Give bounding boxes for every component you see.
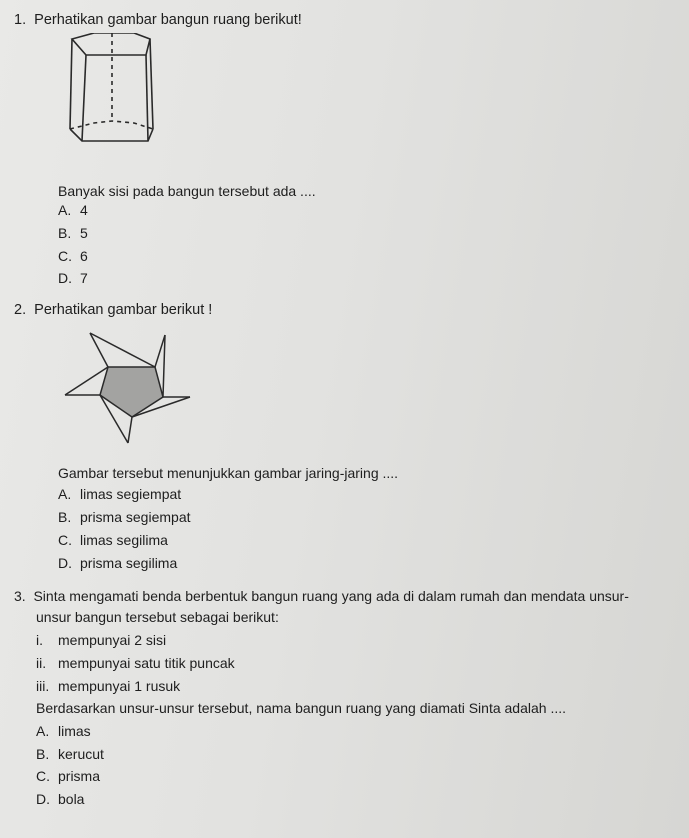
question-3-option-b[interactable]: B. kerucut: [36, 746, 104, 762]
question-3-item-iii: iii. mempunyai 1 rusuk: [36, 678, 181, 694]
question-3-option-d[interactable]: D. bola: [36, 791, 85, 807]
question-1-text: Banyak sisi pada bangun tersebut ada ....: [58, 183, 316, 199]
question-1-option-a[interactable]: A. 4: [58, 202, 88, 218]
question-1-option-b[interactable]: B. 5: [58, 225, 88, 241]
question-2-text: Gambar tersebut menunjukkan gambar jaring-jaring ....: [58, 465, 399, 481]
question-1-option-d[interactable]: D. 7: [58, 270, 88, 286]
question-2-title-text: Perhatikan gambar berikut !: [34, 302, 213, 318]
question-3-text: Berdasarkan unsur-unsur tersebut, nama bangun ruang yang diamati Sinta adalah ....: [36, 700, 566, 716]
question-3-title-line-1: Sinta mengamati benda berbentuk bangun ruang yang ada di dalam rumah dan mendata unsur-: [33, 588, 629, 604]
question-1-option-c[interactable]: C. 6: [58, 248, 88, 264]
question-3-title-line-2: unsur bangun tersebut sebagai berikut:: [36, 609, 279, 625]
question-2-option-c[interactable]: C. limas segilima: [58, 532, 168, 548]
question-2-option-b[interactable]: B. prisma segiempat: [58, 509, 191, 525]
hexagonal-prism-figure: [68, 33, 158, 165]
question-1-title-text: Perhatikan gambar bangun ruang berikut!: [34, 12, 302, 28]
question-2-number: 2.: [14, 302, 27, 318]
question-1-title: [14, 12, 302, 28]
question-3-option-a[interactable]: A. limas: [36, 723, 91, 739]
question-3-number: 3.: [14, 588, 26, 604]
question-3-option-c[interactable]: C. prisma: [36, 768, 101, 784]
question-2-option-d[interactable]: D. prisma segilima: [58, 555, 178, 571]
question-3-title: [14, 588, 629, 604]
question-2-title: [14, 302, 212, 318]
question-3-item-i: i. mempunyai 2 sisi: [36, 632, 167, 648]
pyramid-net-figure: [60, 325, 195, 450]
question-3-item-ii: ii. mempunyai satu titik puncak: [36, 655, 235, 671]
question-1-number: 1.: [14, 12, 27, 28]
question-2-option-a[interactable]: A. limas segiempat: [58, 486, 182, 502]
